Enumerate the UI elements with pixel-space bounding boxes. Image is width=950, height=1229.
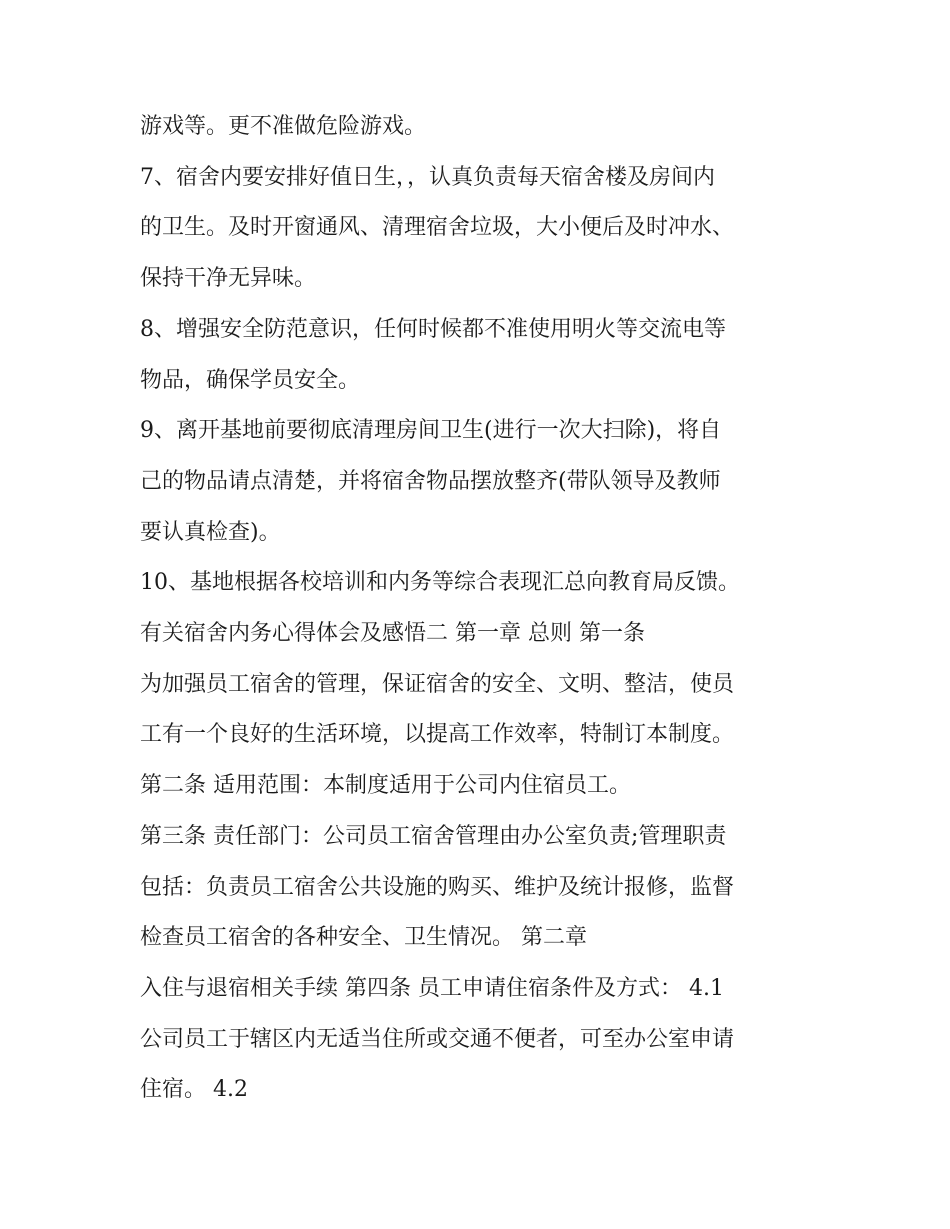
text-line: 包括：负责员工宿舍公共设施的购买、维护及统计报修，监督 [140,874,735,900]
text-line: 10、基地根据各校培训和内务等综合表现汇总向教育局反馈。 [140,570,740,596]
text-line: 入住与退宿相关手续 第四条 员工申请住宿条件及方式： 4.1 [140,975,724,1001]
text-line: 住宿。 4.2 [140,1077,248,1103]
text-line: 要认真检查)。 [140,519,281,545]
text-line: 的卫生。及时开窗通风、清理宿舍垃圾，大小便后及时冲水、 [140,215,735,241]
text-line: 第二条 适用范围：本制度适用于公司内住宿员工。 [140,773,631,799]
text-line: 为加强员工宿舍的管理，保证宿舍的安全、文明、整洁，使员 [140,671,735,697]
text-line: 己的物品请点清楚，并将宿舍物品摆放整齐(带队领导及教师 [140,468,721,494]
document-body [140,102,820,1116]
text-line: 公司员工于辖区内无适当住所或交通不便者，可至办公室申请 [140,1026,735,1052]
text-line: 检查员工宿舍的各种安全、卫生情况。 第二章 [140,925,587,951]
text-line: 保持干净无异味。 [140,266,317,292]
text-line: 8、增强安全防范意识，任何时候都不准使用明火等交流电等 [140,316,726,342]
text-line: 游戏等。更不准做危险游戏。 [140,114,427,139]
text-line: 9、离开基地前要彻底清理房间卫生(进行一次大扫除)，将自 [140,418,722,444]
text-line: 物品，确保学员安全。 [140,367,361,393]
text-line: 有关宿舍内务心得体会及感悟二 第一章 总则 第一条 [140,621,645,647]
text-line: 7、宿舍内要安排好值日生，，认真负责每天宿舍楼及房间内 [140,164,715,190]
text-line: 工有一个良好的生活环境，以提高工作效率，特制订本制度。 [140,722,735,748]
text-line: 第三条 责任部门：公司员工宿舍管理由办公室负责;管理职责 [140,823,727,849]
